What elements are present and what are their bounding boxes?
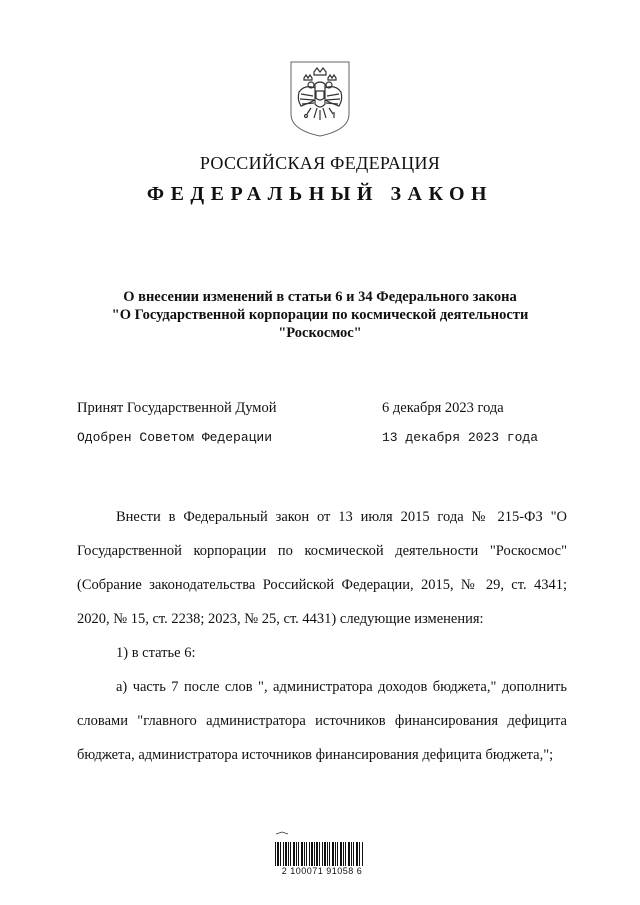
law-body <box>77 500 567 772</box>
russian-coat-of-arms-icon <box>287 60 353 138</box>
document-type: ФЕДЕРАЛЬНЫЙ ЗАКОН <box>146 183 494 205</box>
body-item-1a: а) часть 7 после слов ", администратора доходов бюджета," дополнить словами "главного администратора источников финансирования дефицита бюджета, администратора источников финансирования дефицита бюджета,"; <box>77 679 567 763</box>
law-title-line-2: "О Государственной корпорации по космической деятельности <box>111 307 529 323</box>
barcode-icon <box>270 830 370 866</box>
council-approval-date: 13 декабря 2023 года <box>382 430 539 445</box>
duma-adoption-label: Принят Государственной Думой <box>77 400 277 416</box>
barcode <box>270 830 370 885</box>
law-title-line-1: О внесении изменений в статьи 6 и 34 Федерального закона <box>123 289 517 305</box>
body-paragraph-intro: Внести в Федеральный закон от 13 июля 2015 года № 215-ФЗ "О Государственной корпорации по космической деятельности "Роскосмос" (Собрание законодательства Российской Федерации, 2015, № 29, ст. 4341; 2020, № 15, ст. 2238; 2023, № 25, ст. 4431) следующие изменения: <box>77 509 567 627</box>
duma-adoption-date: 6 декабря 2023 года <box>382 400 504 416</box>
barcode-number: 2 100071 91058 6 <box>281 866 363 876</box>
law-title <box>60 288 580 342</box>
state-emblem <box>287 60 353 138</box>
law-title-line-3: "Роскосмос" <box>278 325 362 341</box>
country-name: РОССИЙСКАЯ ФЕДЕРАЦИЯ <box>199 153 441 173</box>
council-approval-label: Одобрен Советом Федерации <box>77 430 273 445</box>
body-item-1: 1) в статье 6: <box>116 645 196 661</box>
